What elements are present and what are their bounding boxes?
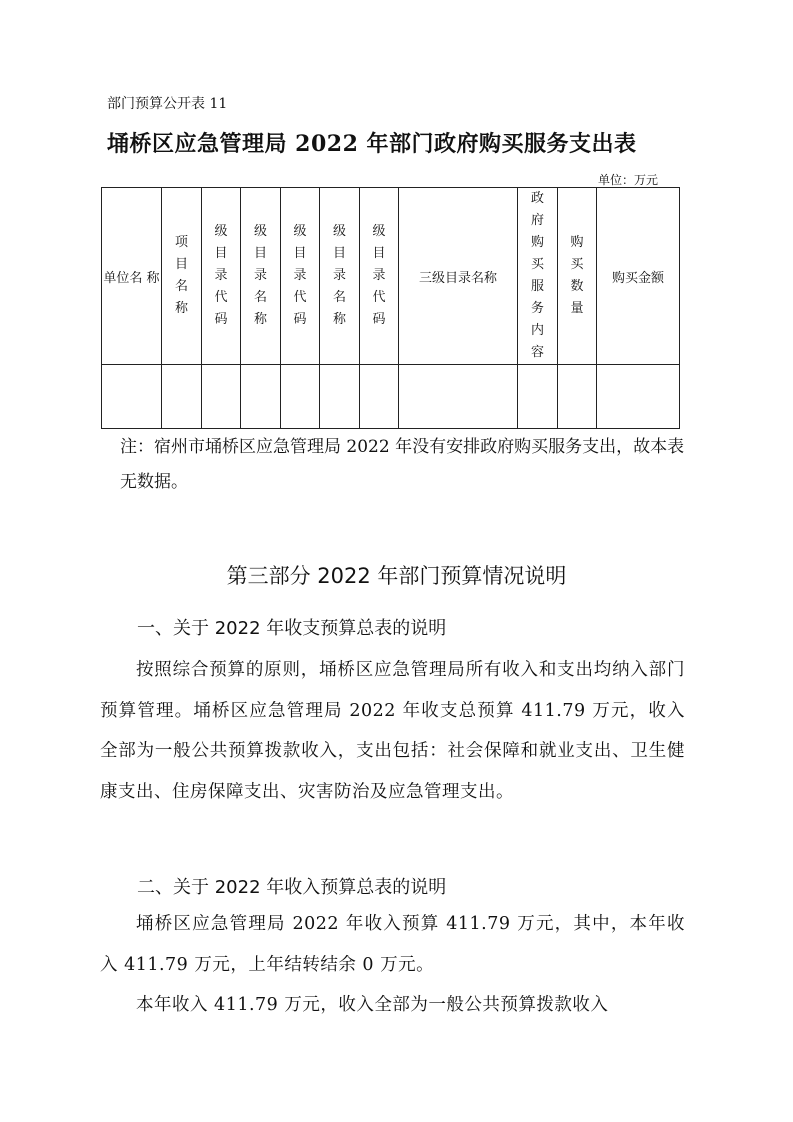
header-service-content-text: 政府购买服务内容	[530, 191, 544, 360]
header-level-name-1-text: 级目录名称	[253, 224, 267, 327]
header-level-name-2	[320, 188, 360, 365]
table-cell	[399, 365, 518, 429]
header-project-name	[162, 188, 202, 365]
unit-label: 单位：万元	[598, 173, 659, 187]
header-amount: 购买金额	[597, 188, 680, 365]
header-level-code-1-text: 级目录代码	[214, 224, 228, 327]
header-level-name-2-text: 级目录名称	[332, 224, 346, 327]
header-level-code-2	[281, 188, 320, 365]
table-label: 部门预算公开表 11	[107, 96, 228, 112]
header-unit-name: 单位名 称	[102, 188, 162, 365]
section-2-paragraph-2: 本年收入 411.79 万元，收入全部为一般公共预算拨款收入	[136, 995, 609, 1015]
table-row	[102, 365, 680, 429]
table-cell	[558, 365, 597, 429]
table-cell	[102, 365, 162, 429]
header-service-content	[518, 188, 558, 365]
table-cell	[320, 365, 360, 429]
section-title: 第三部分 2022 年部门预算情况说明	[226, 564, 567, 588]
table-cell	[202, 365, 241, 429]
header-level-name-1	[241, 188, 281, 365]
header-quantity	[558, 188, 597, 365]
table-cell	[241, 365, 281, 429]
table-cell	[281, 365, 320, 429]
table-header-row	[102, 188, 680, 365]
section-1-paragraph: 按照综合预算的原则，埇桥区应急管理局所有收入和支出均纳入部门预算管理。埇桥区应急管理局 2022 年收支总预算 411.79 万元，收入全部为一般公共预算拨款收入，支出包括：社会保障和就业支出、卫生健康支出、住房保障支出、灾害防治及应急管理支出。	[100, 660, 685, 802]
section-2-paragraph-1: 埇桥区应急管理局 2022 年收入预算 411.79 万元，其中，本年收入 411.79 万元，上年结转结余 0 万元。	[100, 914, 685, 975]
header-level-code-3-text: 级目录代码	[372, 224, 386, 327]
purchase-table	[101, 187, 680, 429]
header-level-code-2-text: 级目录代码	[293, 224, 307, 327]
header-quantity-text: 购买数量	[570, 235, 584, 316]
table-cell	[360, 365, 399, 429]
section-heading-2: 二、关于 2022 年收入预算总表的说明	[137, 877, 447, 898]
table-note: 注：宿州市埇桥区应急管理局 2022 年没有安排政府购买服务支出，故本表无数据。	[120, 437, 685, 492]
table-cell	[597, 365, 680, 429]
document-title: 埇桥区应急管理局 2022 年部门政府购买服务支出表	[107, 131, 637, 157]
header-level3-name: 三级目录名称	[399, 188, 518, 365]
section-heading-1: 一、关于 2022 年收支预算总表的说明	[137, 618, 447, 639]
header-level-code-1	[202, 188, 241, 365]
table-cell	[518, 365, 558, 429]
table-cell	[162, 365, 202, 429]
header-level-code-3	[360, 188, 399, 365]
header-project-name-text: 项目名称	[174, 235, 188, 316]
